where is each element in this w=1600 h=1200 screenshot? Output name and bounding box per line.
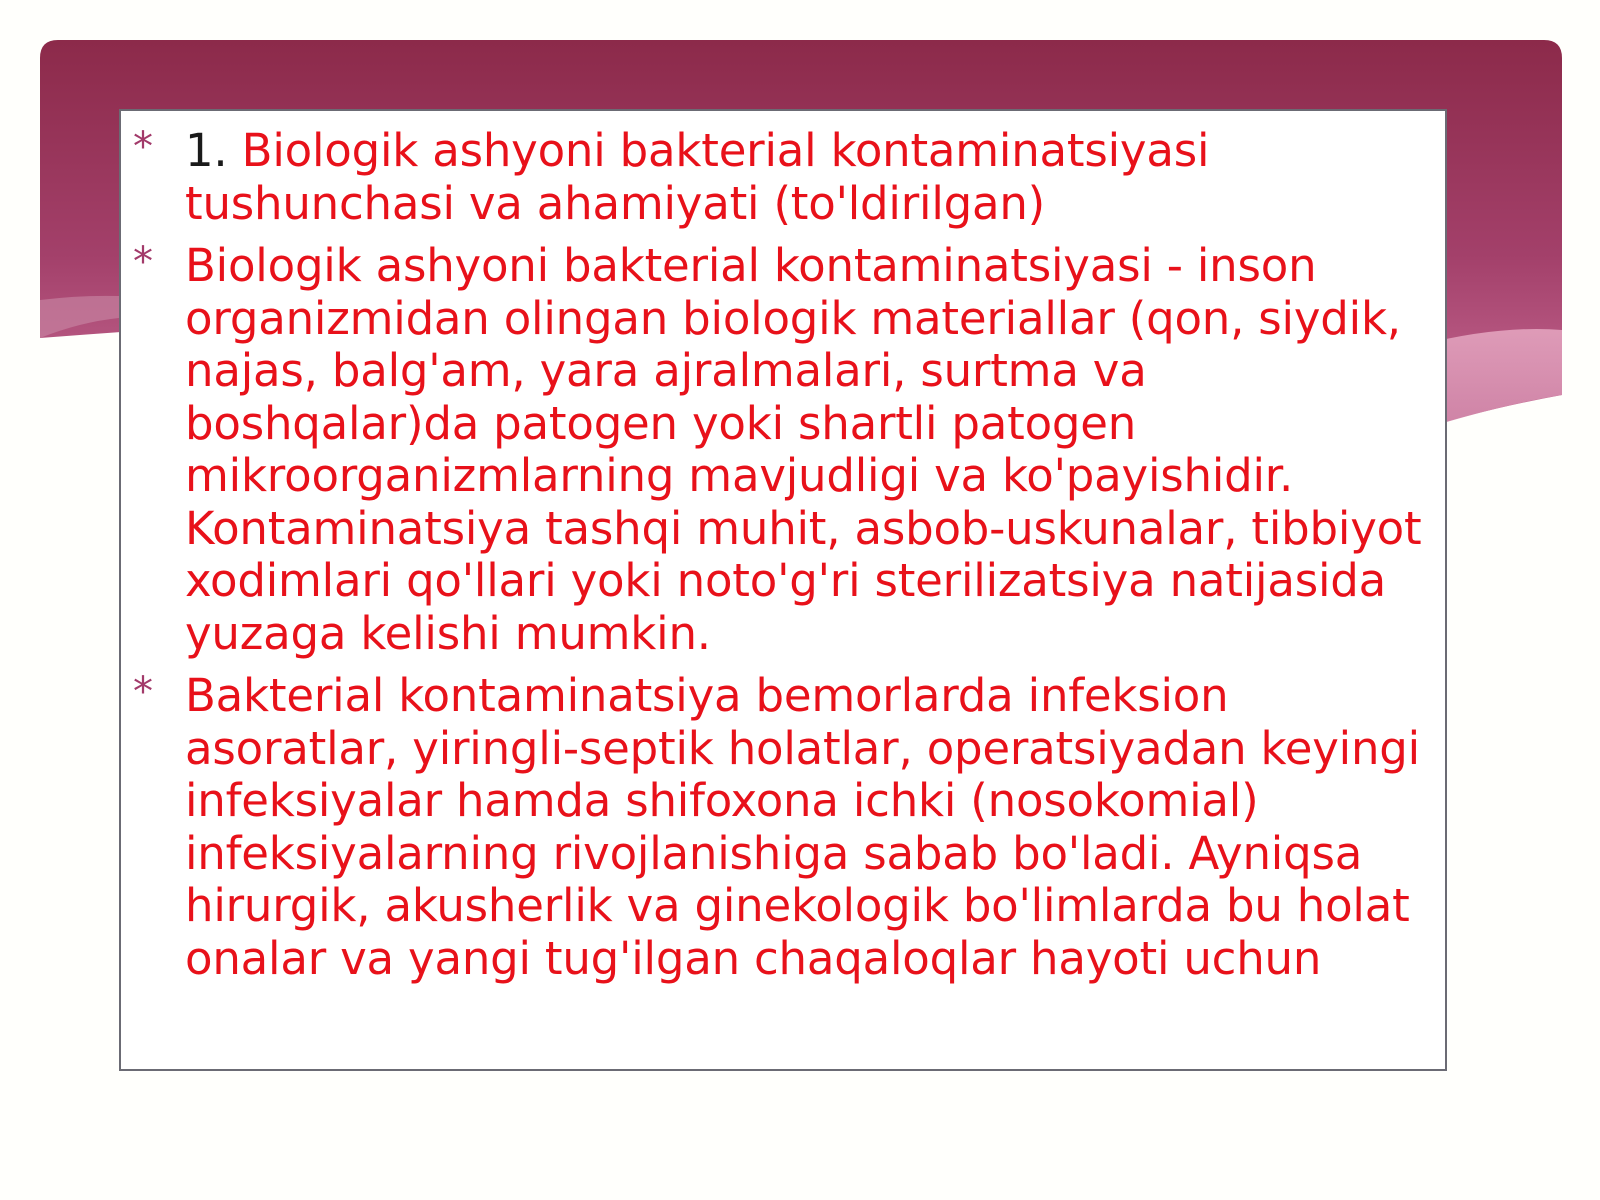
bullet-list [133,125,1429,985]
bullet-item-3 [133,670,1429,985]
bullet-text: Biologik ashyoni bakterial kontaminatsiyasi tushunchasi va ahamiyati (to'ldirilgan) [185,124,1210,230]
bullet-item-1 [133,125,1429,230]
asterisk-bullet-icon: * [133,124,153,170]
bullet-item-2 [133,240,1429,660]
bullet-text: Bakterial kontaminatsiya bemorlarda infeksion asoratlar, yiringli-septik holatlar, operatsiyadan keyingi infeksiyalar hamda shifoxona ichki (nosokomial) infeksiyalarning rivojlanishiga sabab bo'ladi. Ayniqsa hirurgik, akusherlik va ginekologik bo'limlarda bu holat onalar va yangi tug'ilgan chaqaloqlar hayoti uchun [185,669,1420,985]
asterisk-bullet-icon: * [133,669,153,715]
bullet-text: Biologik ashyoni bakterial kontaminatsiyasi - inson organizmidan olingan biologik materiallar (qon, siydik, najas, balg'am, yara ajralmalari, surtma va boshqalar)da patogen yoki shartli patogen mikroorganizmlarning mavjudligi va ko'payishidir. Kontaminatsiya tashqi muhit, asbob-uskunalar, tibbiyot xodimlari qo'llari yoki noto'g'ri sterilizatsiya natijasida yuzaga kelishi mumkin. [185,239,1422,660]
asterisk-bullet-icon: * [133,239,153,285]
item-number: 1. [185,124,228,177]
content-box [119,109,1447,1071]
